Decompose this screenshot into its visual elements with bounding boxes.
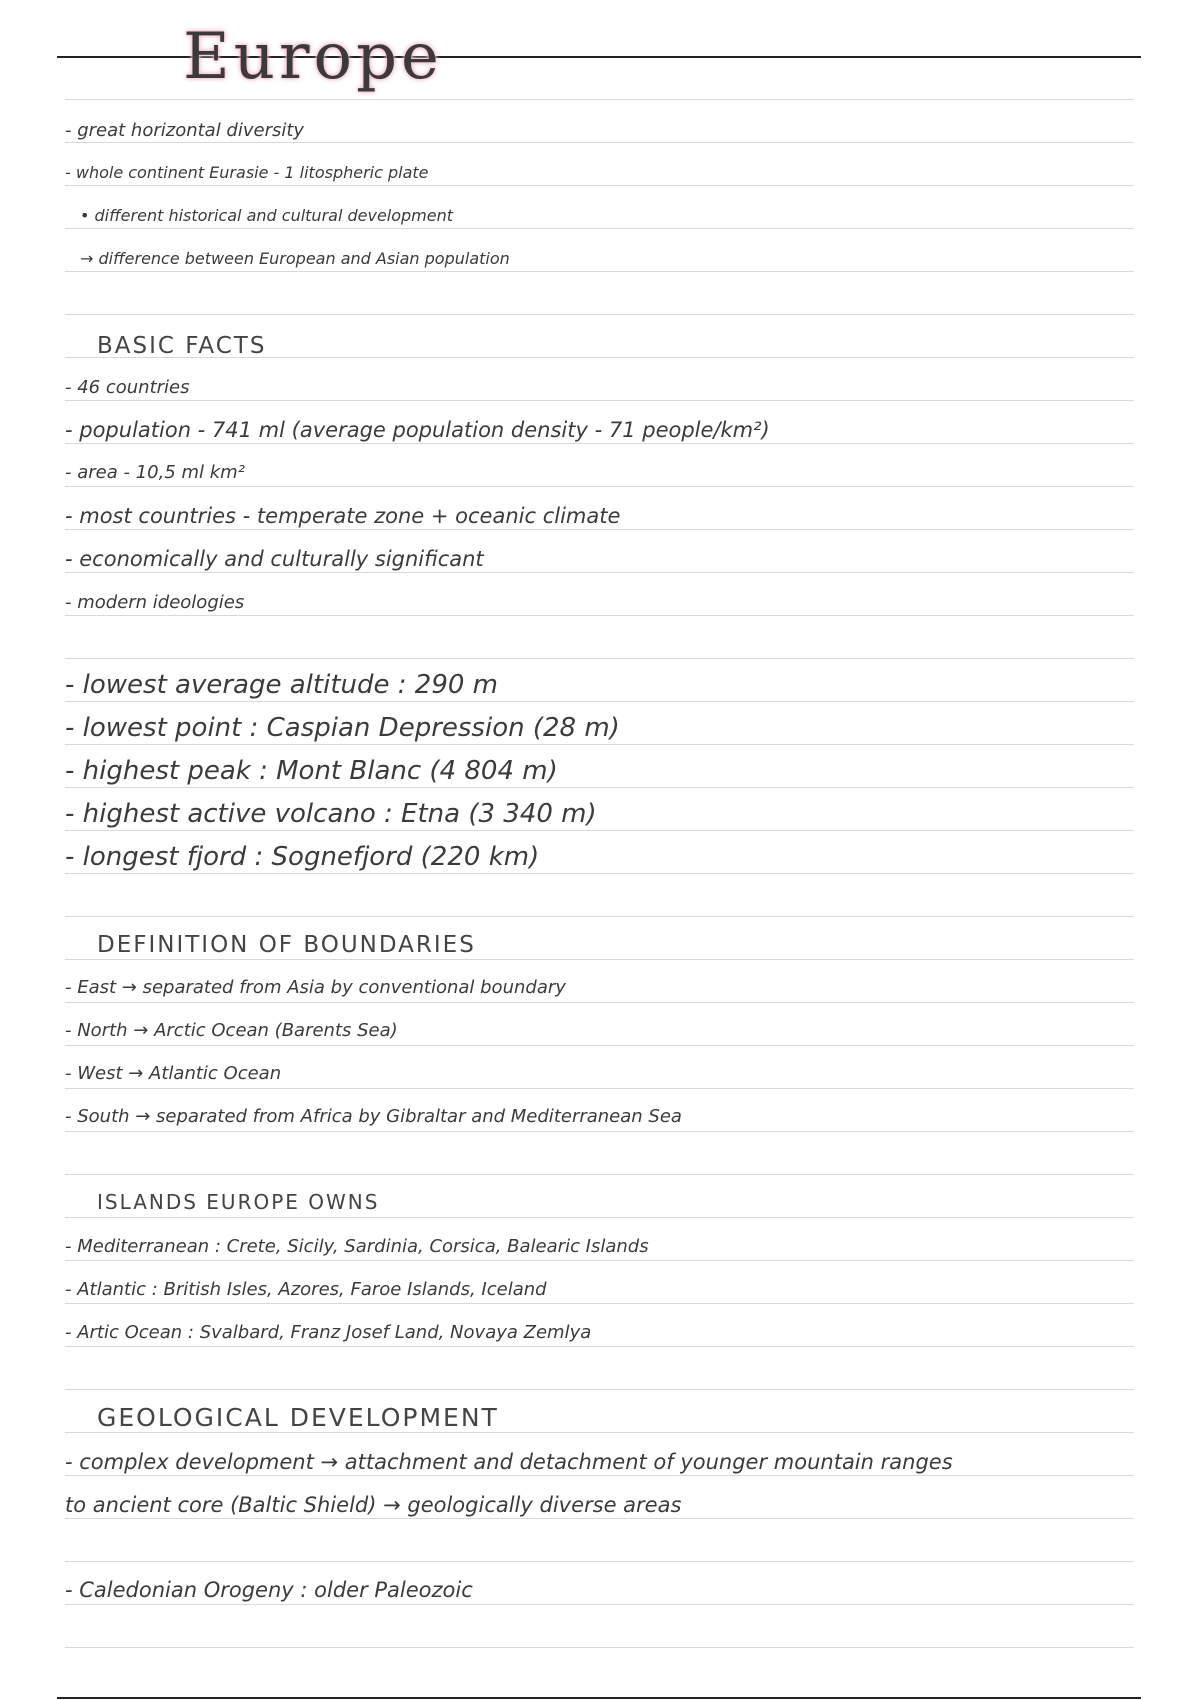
ruled-line bbox=[65, 744, 1134, 745]
ruled-line bbox=[65, 658, 1134, 659]
ruled-line bbox=[65, 1002, 1134, 1003]
geology-line: - Caledonian Orogeny : older Paleozoic bbox=[65, 1578, 473, 1602]
ruled-line bbox=[65, 1432, 1134, 1433]
ruled-line bbox=[65, 1604, 1134, 1605]
fact-line: - modern ideologies bbox=[65, 592, 245, 613]
fact-line: - economically and culturally significant bbox=[65, 547, 484, 571]
fact-line: - area - 10,5 ml km² bbox=[65, 462, 245, 483]
ruled-line bbox=[65, 443, 1134, 444]
record-line: - lowest point : Caspian Depression (28 m) bbox=[65, 713, 620, 743]
ruled-line bbox=[65, 916, 1134, 917]
intro-line: • different historical and cultural development bbox=[80, 206, 454, 225]
page-title: Europe bbox=[183, 20, 443, 94]
ruled-line bbox=[65, 1088, 1134, 1089]
bottom-margin-rule bbox=[57, 1697, 1141, 1699]
island-line: - Atlantic : British Isles, Azores, Faroe Islands, Iceland bbox=[65, 1279, 547, 1300]
intro-line: - great horizontal diversity bbox=[65, 120, 305, 141]
ruled-line bbox=[65, 1303, 1134, 1304]
record-line: - highest peak : Mont Blanc (4 804 m) bbox=[65, 756, 558, 786]
ruled-line bbox=[65, 787, 1134, 788]
ruled-line bbox=[65, 959, 1134, 960]
fact-line: - most countries - temperate zone + oceanic climate bbox=[65, 504, 621, 528]
geology-line: to ancient core (Baltic Shield) → geologically diverse areas bbox=[65, 1493, 682, 1517]
ruled-line bbox=[65, 142, 1134, 143]
ruled-line bbox=[65, 615, 1134, 616]
ruled-line bbox=[65, 486, 1134, 487]
boundary-line: - West → Atlantic Ocean bbox=[65, 1063, 282, 1084]
ruled-line bbox=[65, 1174, 1134, 1175]
ruled-line bbox=[65, 314, 1134, 315]
ruled-line bbox=[65, 1217, 1134, 1218]
ruled-line bbox=[65, 873, 1134, 874]
section-heading: BASIC FACTS bbox=[97, 333, 267, 359]
geology-line: - complex development → attachment and detachment of younger mountain ranges bbox=[65, 1450, 953, 1474]
ruled-line bbox=[65, 830, 1134, 831]
record-line: - highest active volcano : Etna (3 340 m) bbox=[65, 799, 597, 829]
section-heading: ISLANDS EUROPE OWNS bbox=[97, 1190, 380, 1214]
island-line: - Mediterranean : Crete, Sicily, Sardinia, Corsica, Balearic Islands bbox=[65, 1236, 649, 1257]
boundary-line: - North → Arctic Ocean (Barents Sea) bbox=[65, 1020, 398, 1041]
ruled-line bbox=[65, 1518, 1134, 1519]
ruled-line bbox=[65, 1045, 1134, 1046]
ruled-line bbox=[65, 1389, 1134, 1390]
ruled-line bbox=[65, 1346, 1134, 1347]
ruled-line bbox=[65, 185, 1134, 186]
ruled-line bbox=[65, 1260, 1134, 1261]
ruled-line bbox=[65, 1561, 1134, 1562]
ruled-line bbox=[65, 271, 1134, 272]
ruled-line bbox=[65, 529, 1134, 530]
ruled-line bbox=[65, 99, 1134, 100]
record-line: - longest fjord : Sognefjord (220 km) bbox=[65, 842, 540, 872]
intro-line: → difference between European and Asian population bbox=[80, 249, 510, 268]
intro-line: - whole continent Eurasie - 1 litospheric plate bbox=[65, 163, 429, 182]
record-line: - lowest average altitude : 290 m bbox=[65, 670, 498, 700]
ruled-line bbox=[65, 1647, 1134, 1648]
fact-line: - 46 countries bbox=[65, 377, 190, 398]
boundary-line: - East → separated from Asia by conventional boundary bbox=[65, 977, 566, 998]
ruled-line bbox=[65, 1475, 1134, 1476]
section-heading: GEOLOGICAL DEVELOPMENT bbox=[97, 1403, 499, 1432]
fact-line: - population - 741 ml (average population density - 71 people/km²) bbox=[65, 418, 770, 442]
ruled-line bbox=[65, 228, 1134, 229]
island-line: - Artic Ocean : Svalbard, Franz Josef Land, Novaya Zemlya bbox=[65, 1322, 592, 1343]
ruled-line bbox=[65, 400, 1134, 401]
boundary-line: - South → separated from Africa by Gibraltar and Mediterranean Sea bbox=[65, 1106, 682, 1127]
section-heading: DEFINITION OF BOUNDARIES bbox=[97, 932, 476, 958]
ruled-line bbox=[65, 1131, 1134, 1132]
ruled-line bbox=[65, 701, 1134, 702]
ruled-line bbox=[65, 572, 1134, 573]
